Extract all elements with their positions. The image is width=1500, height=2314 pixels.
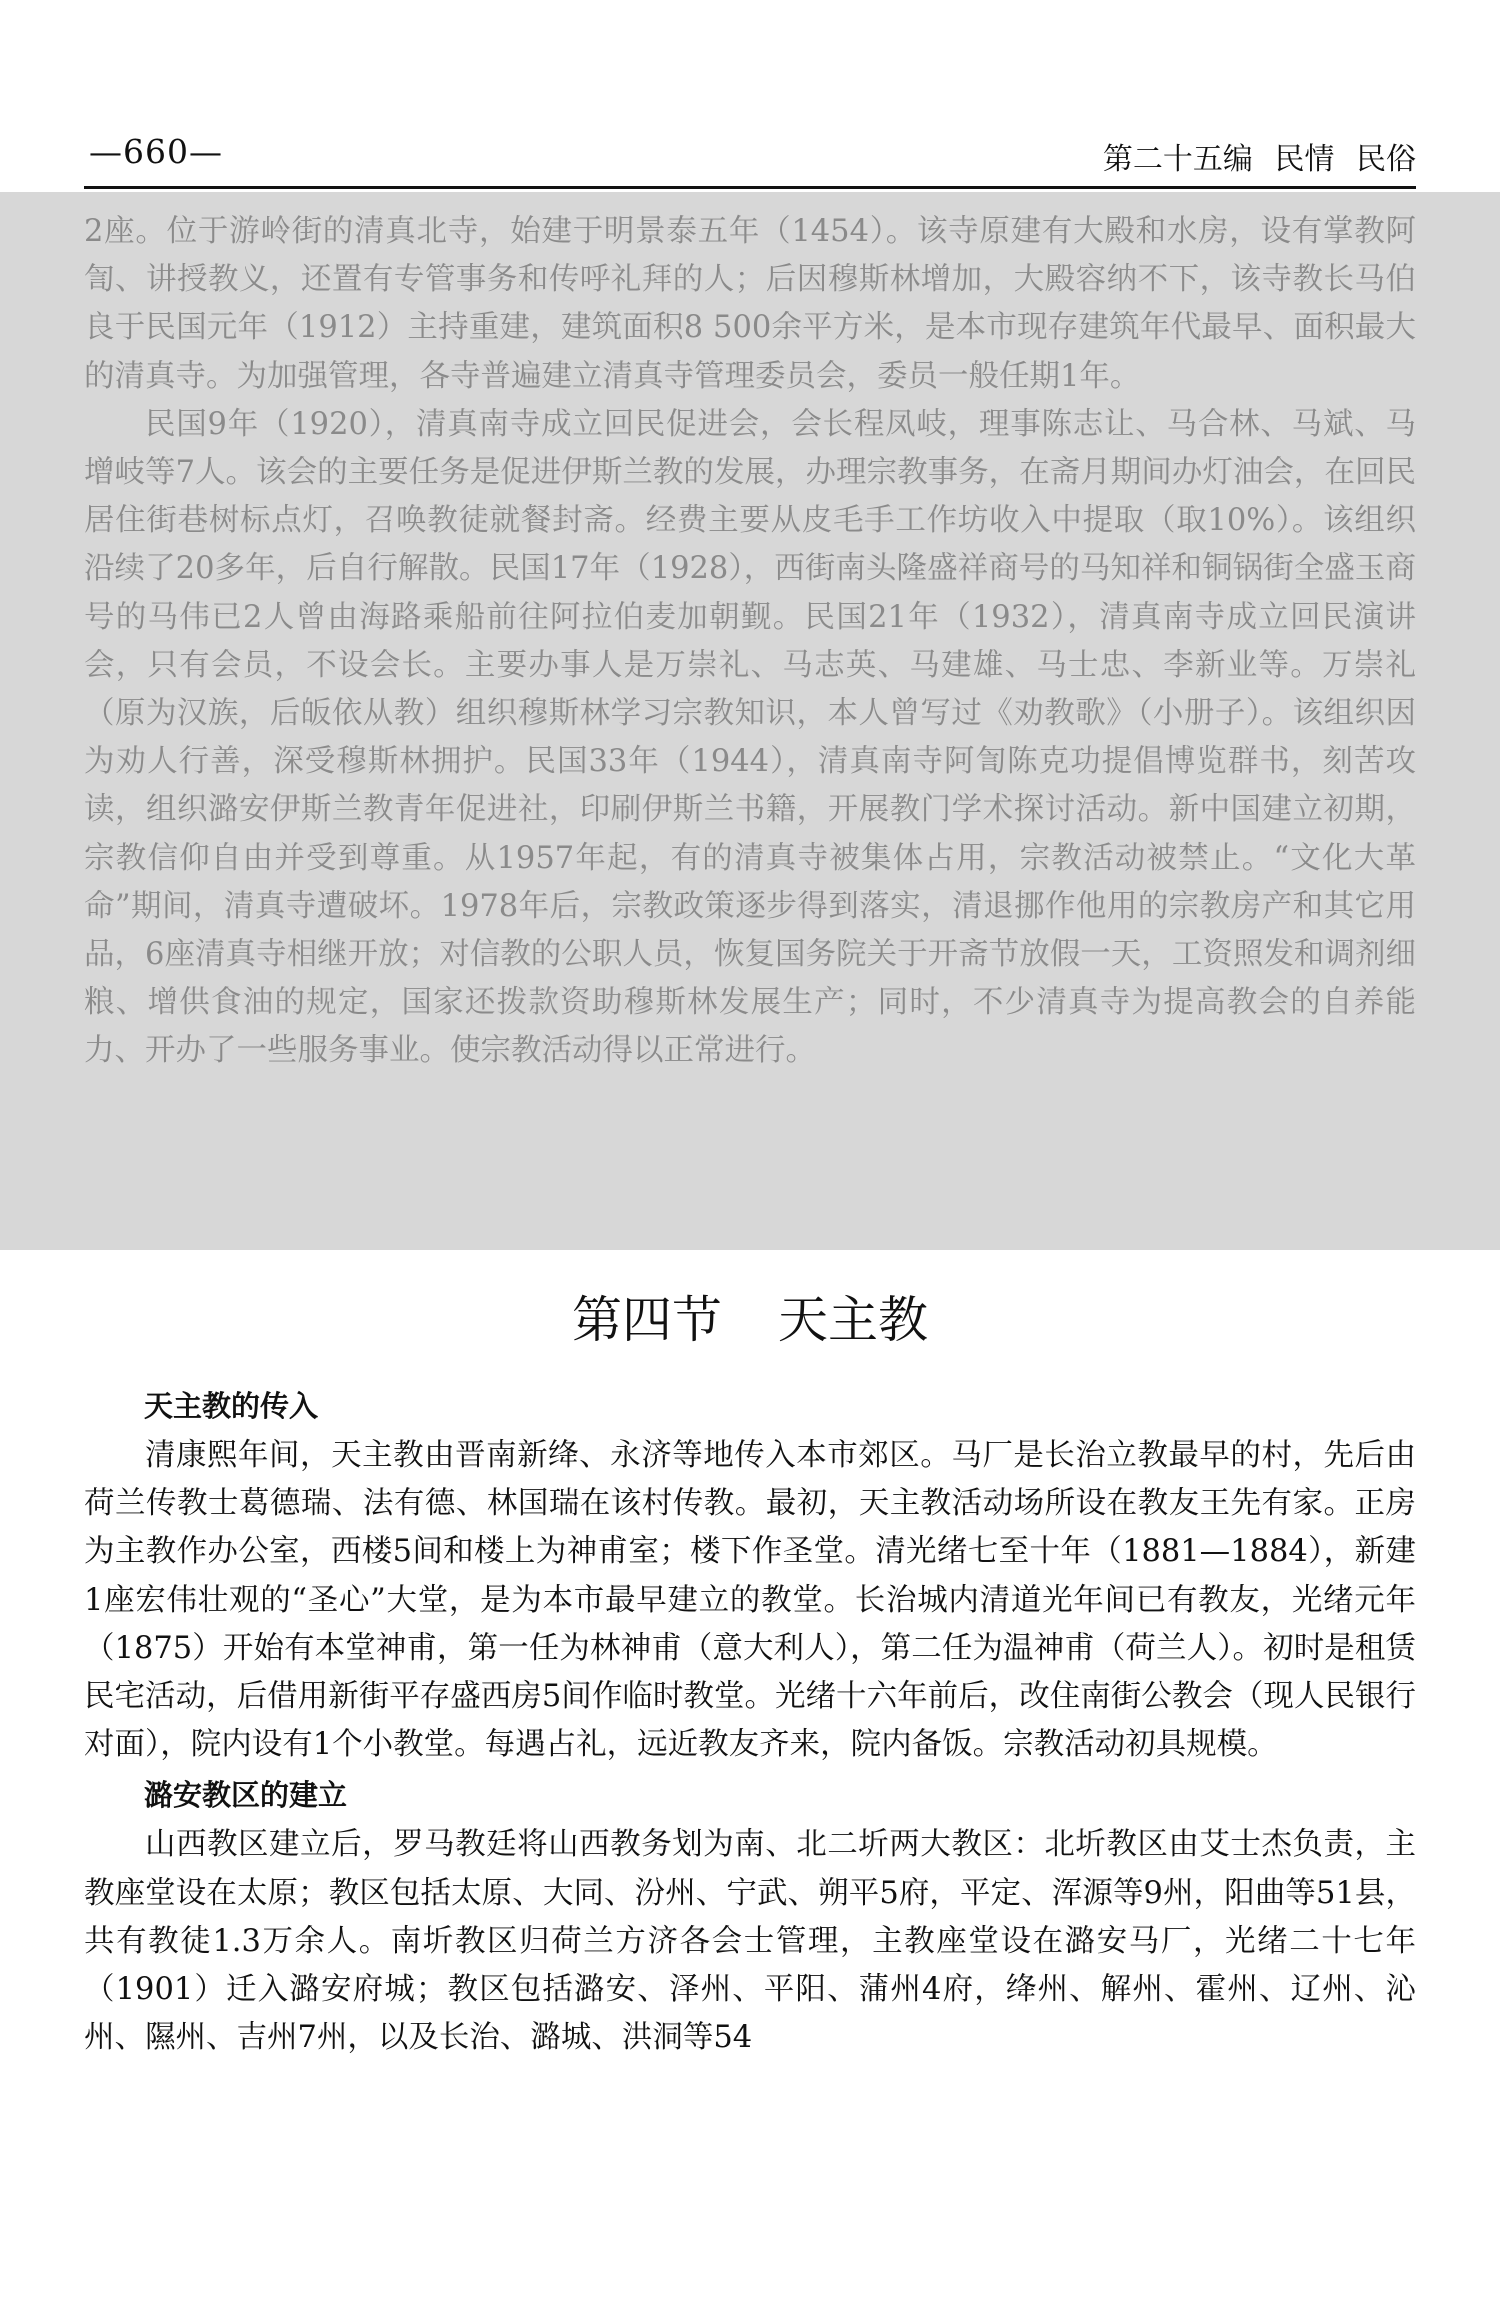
paragraph-introduction: 清康熙年间，天主教由晋南新绛、永济等地传入本市郊区。马厂是长治立教最早的村，先后由荷兰传教士葛德瑞、法有德、林国瑞在该村传教。最初，天主教活动场所设在教友王先有家。正房为主教作办公室，西楼5间和楼上为神甫室；楼下作圣堂。清光绪七至十年（1881—1884），新建1座宏伟壮观的“圣心”大堂，是为本市最早建立的教堂。长治城内清道光年间已有教友，光绪元年（1875）开始有本堂神甫，第一任为林神甫（意大利人），第二任为温神甫（荷兰人）。初时是租赁民宅活动，后借用新街平存盛西房5间作临时教堂。光绪十六年前后，改住南街公教会（现人民银行对面），院内设有1个小教堂。每遇占礼，远近教友齐来，院内备饭。宗教活动初具规模。 bbox=[84, 1438, 1416, 1763]
subsection-heading-introduction: 天主教的传入 bbox=[144, 1389, 319, 1423]
paragraph-luan-diocese: 山西教区建立后，罗马教廷将山西教务划为南、北二圻两大教区：北圻教区由艾士杰负责，主教座堂设在太原；教区包括太原、大同、汾州、宁武、朔平5府，平定、浑源等9州，阳曲等51县，共有教徒1.3万余人。南圻教区归荷兰方济各会士管理，主教座堂设在潞安马厂，光绪二十七年（1901）迁入潞安府城；教区包括潞安、泽州、平阳、蒲州4府，绛州、解州、霍州、辽州、沁州、隰州、吉州7州，以及长治、潞城、洪洞等54 bbox=[84, 1827, 1416, 2056]
shaded-paragraph-1: 2座。位于游岭街的清真北寺，始建于明景泰五年（1454）。该寺原建有大殿和水房，设有掌教阿訇、讲授教义，还置有专管事务和传呼礼拜的人；后因穆斯林增加，大殿容纳不下，该寺教长马伯良于民国元年（1912）主持重建，建筑面积8 500余平方米，是本市现存建筑年代最早、面积最大的清真寺。为加强管理，各寺普遍建立清真寺管理委员会，委员一般任期1年。 bbox=[84, 214, 1416, 394]
page-number: —660— bbox=[89, 132, 223, 171]
header-rule bbox=[84, 186, 1416, 189]
shaded-paragraph-2: 民国9年（1920），清真南寺成立回民促进会，会长程凤岐，理事陈志让、马合林、马斌、马增岐等7人。该会的主要任务是促进伊斯兰教的发展，办理宗教事务，在斋月期间办灯油会，在回民居住街巷树标点灯，召唤教徒就餐封斋。经费主要从皮毛手工作坊收入中提取（取10%）。该组织沿续了20多年，后自行解散。民国17年（1928），西街南头隆盛祥商号的马知祥和铜锅街全盛玉商号的马伟已2人曾由海路乘船前往阿拉伯麦加朝觐。民国21年（1932），清真南寺成立回民演讲会，只有会员，不设会长。主要办事人是万崇礼、马志英、马建雄、马士忠、李新业等。万崇礼（原为汉族，后皈依从教）组织穆斯林学习宗教知识，本人曾写过《劝教歌》（小册子）。该组织因为劝人行善，深受穆斯林拥护。民国33年（1944），清真南寺阿訇陈克功提倡博览群书，刻苦攻读，组织潞安伊斯兰教青年促进社，印刷伊斯兰书籍，开展教门学术探讨活动。新中国建立初期，宗教信仰自由并受到尊重。从1957年起，有的清真寺被集体占用，宗教活动被禁止。“文化大革命”期间，清真寺遭破坏。1978年后，宗教政策逐步得到落实，清退挪作他用的宗教房产和其它用品，6座清真寺相继开放；对信教的公职人员，恢复国务院关于开斋节放假一天，工资照发和调剂细粮、增供食油的规定，国家还拨款资助穆斯林发展生产；同时，不少清真寺为提高教会的自养能力、开办了一些服务事业。使宗教活动得以正常进行。 bbox=[84, 406, 1416, 1069]
shaded-text-block bbox=[84, 208, 1416, 1076]
body-text bbox=[84, 1380, 1416, 2062]
section-title: 第四节 天主教 bbox=[572, 1291, 928, 1349]
running-head bbox=[84, 132, 1416, 182]
running-section-title: 第二十五编 民情 民俗 bbox=[1102, 142, 1416, 177]
subsection-heading-luan-diocese: 潞安教区的建立 bbox=[144, 1778, 348, 1813]
